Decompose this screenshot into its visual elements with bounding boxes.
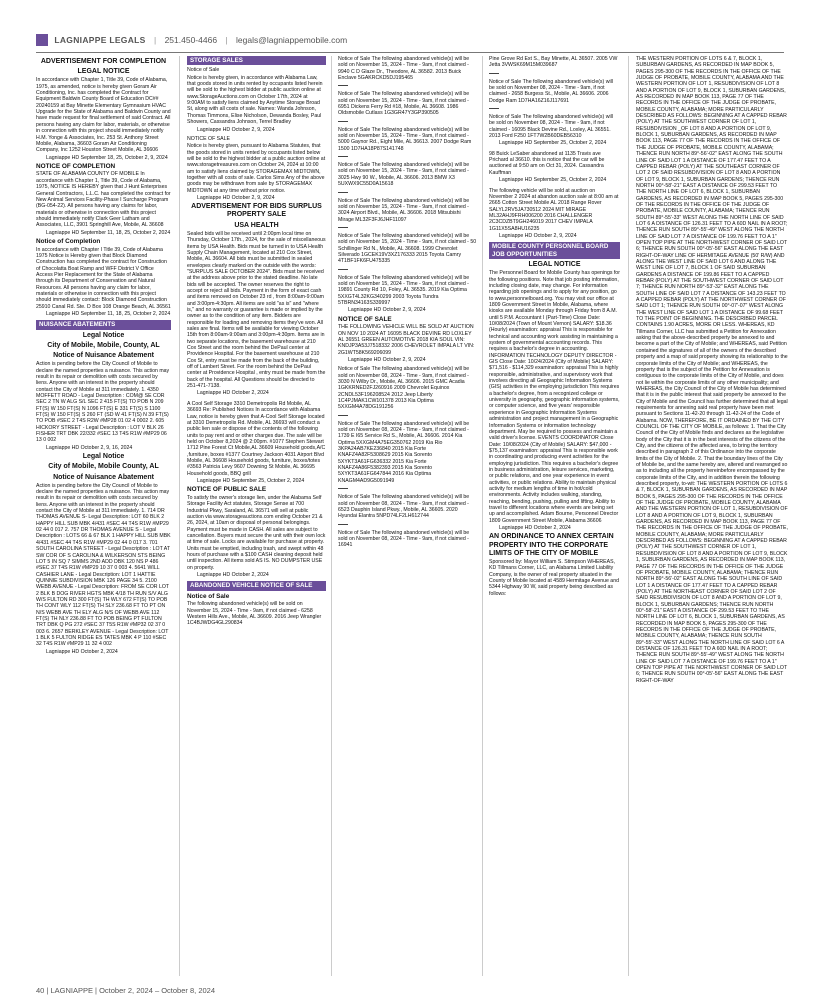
section-bar: STORAGE SALES bbox=[187, 56, 326, 65]
notice-body: Sponsored by: Mayor William S. Stimpson WHEREAS, KD Tillmans Corner, LLC, an Alabama Limited Liability Company, is the owner of real property situated in the County of Mobile located at 4589 Hermitage Avenue and 5344 Highway 90 W, said property being described as follows: bbox=[489, 558, 619, 597]
separator bbox=[338, 85, 348, 86]
notice-body: Notice of Sale The following abandoned vehicle(s) will be sold on November 08, 2024 - Time - 9am, if not claimed - 6523 Dauphin Island Pkwy., Mobile, AL 36605. 2020 Hyundai Elantra 5NPD74LF2LH612744 bbox=[338, 494, 470, 520]
notice-title: NOTICE OF PUBLIC SALE bbox=[187, 486, 267, 494]
header-phone: 251.450-4466 bbox=[164, 35, 218, 45]
notice-heading: NOTICE OF SALE bbox=[187, 135, 230, 142]
notice-title: NOTICE OF SALE bbox=[338, 315, 392, 323]
section-bar: NUISANCE ABATEMENTS bbox=[36, 320, 171, 329]
notice-body: To satisfy the owner's storage lien, under the Alabama Self Storage Facility Act statutes, Storage Sense at 700 Industrial Pkwy, Saraland, AL 36571 will sell at public auction via www.storageauctions.com ending October 21 & 26, 2024, at 10am or disposal of personal belongings. Payment must be made in CASH. All sales are subject to cancellation. Buyers must secure the unit with their own lock at time of sale. Locks are available for purchase at property. Units must be emptied, including trash, and swept within 48 hours of purchase with a $100 CASH cleaning deposit held until inspection. All items sold AS IS. NO DUMPSTER USE on property. bbox=[187, 494, 326, 571]
column-3 bbox=[338, 56, 477, 976]
notice-heading: Notice of Sale bbox=[187, 67, 220, 74]
page-header: LAGNIAPPE LEGALS | 251.450-4466 | legals@lagniappemobile.com bbox=[36, 34, 786, 50]
notice-title: Notice of Completion bbox=[36, 237, 101, 245]
notice-title: ADVERTISEMENT FOR BIDS SURPLUS PROPERTY SALE bbox=[191, 203, 322, 219]
notice-body: The following vehicle will be sold at auction on November 2 2024 at abandon auction sale at 8:00 am at 2665 Cotton Street Mobile AL 2018 Range Rover SALYL2RV5JA730512 2024 MIT MIRAGE ML32AHJ9FRH006200 2016 CHALLENGER 2C3CDZBT9GH246019 2017 CHEV IMPALA 1G11X5SA8HU16235 bbox=[489, 187, 619, 232]
separator bbox=[338, 524, 348, 525]
notice-date: Lagniappe HD October 2, 2024 bbox=[197, 572, 269, 579]
notice-date: Lagniappe HD October 2, 2024 bbox=[197, 390, 269, 397]
notice-body: Notice of Sale The following abandoned vehicle(s) will be sold on November 15, 2024 - Time - 9am, if not claimed - 9940 C D Glaze Dr., Theodore, AL 36582. 2013 Buick Enclave 5GAKRCKD5DJ195465 bbox=[338, 56, 470, 82]
separator bbox=[489, 73, 499, 74]
notice-date: Lagniappe HD September 25, October 2, 2024 bbox=[197, 477, 305, 484]
separator bbox=[338, 415, 348, 416]
page-footer: 40 | LAGNIAPPE | October 2, 2024 – October 8, 2024 bbox=[36, 986, 216, 995]
column-2 bbox=[187, 56, 326, 976]
notice-date: Lagniappe HD October 2, 9, 2024 bbox=[499, 232, 577, 239]
notice-title: ADVERTISEMENT FOR COMPLETION bbox=[40, 58, 167, 65]
column-5 bbox=[636, 56, 788, 976]
notice-body: Notice is hereby given, in accordance with Alabama Law, that goods stored in units rented by occupants listed herein will be sold to the highest bidder at public auction online at www.StorageAuctions.com on October 17th, 2024 at 9:00AM to satisfy liens claimed by Anytime Storage Broad St, along with all costs of sale. Names: Wanda Johnson, Thomas Timmons, Elise Nicholson, Dewanda Bosley, Paul Showers, Cassandra Johnson, Terrel Bradley bbox=[187, 74, 323, 126]
notice-date: Lagniappe HD October 2, 9, 2024 bbox=[348, 307, 426, 314]
separator bbox=[338, 227, 348, 228]
notice-body: Pine Grove Rd Ext S., Bay Minette, AL 36507. 2005 VW Jetta 3VWSK69M15M039687 bbox=[489, 56, 618, 69]
column-divider bbox=[331, 56, 332, 976]
notice-body: 98 Buick LeSaber abandoned at 1135 Travis ave Prichard al 36610. this is notice that the car will be auctioned at 9:50 am on Oct 31, 2024. Cassandra Kauffman bbox=[489, 150, 605, 176]
section-title: LAGNIAPPE LEGALS bbox=[54, 35, 146, 45]
notice-subtitle: City of Mobile, Mobile County, AL bbox=[48, 463, 159, 471]
notice-body: Notice of Sale The following abandoned vehicle(s) will be sold on November 15, 2024 - Time - 9am, if not claimed - 6951 Dickens Ferry Rd #18, Mobile, AL 36608. 1986 Oldsmobile Cutlass 1G3GR47Y3GP390505 bbox=[338, 91, 470, 117]
column-divider bbox=[628, 56, 629, 976]
notice-subtitle: City of Mobile, Mobile, County, AL bbox=[47, 341, 160, 349]
notice-date: Lagniappe HD September 11, 18, 25, October 2, 2024 bbox=[46, 229, 171, 236]
notice-title: NOTICE OF COMPLETION bbox=[36, 162, 116, 170]
notice-body: Notice of Sale The following abandoned vehicle(s) will be sold on November 08, 2024 - Time - 9am, if not claimed - 2658 Burgess St., Mobile, AL 36606. 2006 Dodge Ram 1D7HA16Z16J117691 bbox=[489, 78, 613, 104]
section-bar: MOBILE COUNTY PERSONNEL BOARD JOB OPPORTUNITIES bbox=[489, 242, 620, 259]
notice-subtitle: LEGAL NOTICE bbox=[77, 68, 130, 76]
separator bbox=[338, 269, 348, 270]
separator bbox=[338, 488, 348, 489]
notice-date: Lagniappe HD October 2, 9, 16, 2024 bbox=[46, 444, 133, 451]
notice-date: Lagniappe HD September 11, 18, 25, October 2, 2024 bbox=[46, 310, 171, 317]
notice-body: THE WESTERN PORTION OF LOTS 6 & 7, BLOCK 1, SUBURBAN GARDENS, AS RECORDED IN MAP BOOK 5, PAGES 295-300 OF THE RECORDS IN THE OFFICE OF THE JUDGE OF PROBATE, MOBILE COUNTY, ALABAMA AND THE WESTERN PORTION OF LOT 1, RESUBDIVISION OF LOT 8 AND A PORTION OF LOT 9, BLOCK 1, SUBURBAN GARDENS, AS RECORDED IN MAP BOOK 113, PAGE 77 OF THE RECORDS IN THE OFFICE OF THE JUDGE OF PROBATE, MOBILE COUNTY, ALABAMA; MORE PARTICULARLY DESCRIBED AS FOLLOWS: BEGINNING AT A CAPPED REBAR (POLY) AT THE SOUTHWEST CORNER OF LOT 1, RESUBDIVISION _OF LOT 8 AND A PORTION OF LOT 9, BLOCK 1, SUBURBAN GARDENS, AS RECORDED IN MAP BOOK 113, PAGE 77 OF THE RECORDS IN THE OFFICE OF THE JUDGE OF PROBATE, MOBILE COUNTY, ALABAMA; THENCE RUN NORTH 89°-56'-02" EAST ALONG THE SOUTH LINE OF SAID LOT 1 A DISTANCE OF 177.47 FEET TO A CAPPED REBAR (POLY) AT THE SOUTHEAST CORNER OF LOT 2 OF SAID RESUBDIVISION OF LOT 8 AND A PORTION OF LOT 9, BLOCK 1, SUBURBAN GARDENS; THENCE RUN NORTH 00°-58'-21" EAST A DISTANCE OF 299.53 FEET TO THE NORTH LINE OF LOT 6, BLOCK 1, SUBURBAN GARDENS, AS RECORDED IN MAP BOOK 5, PAGES 295-300 OF THE RECORDS IN THE OFFICE OF THE JUDGE OF PROBATE, MOBILE COUNTY, ALABAMA; THENCE RUN SOUTH 89°-55'-33" WEST ALONG THE NORTH LINE OF SAID LOT 6 A DISTANCE OF 126.31 FEET TO A 60D NAIL IN A ROOT; THENCE RUN SOUTH 89°-55'-49" WEST ALONG THE NORTH LINE OF SAID LOT 7 A DISTANCE OF 199.76 FEET TO A 1" OPEN TOP PIPE AT THE NORTHWEST CORNER OF SAID LOT 6; THENCE RUN SOUTH 00°-05'-56" EAST ALONG THE EAST RIGHT-OF-WAY LINE OF HERMITAGE AVENUE (50' R/W) AND ALONG THE WEST LINE OF SAID LOT 6 AND ALONG THE WEST LINE OF LOT 7, BLOCK 1 OF SAID SUBURBAN GARDENS A DISTANCE OF 199.86 FEET TO A CAPPED REBAR (POLY) AT THE SOUTHWEST CORNER OF SAID LOT 7; THENCE RUN NORTH 89°-53'-32" EAST ALONG THE SOUTH LINE OF SAID LOT 7 A DISTANCE OF 143.23 FEET TO A CAPPED REBAR (POLY) AT THE NORTHWEST CORNER OF SAID LOT 1; THENCE RUN SOUTH 00°-07'-07" WEST ALONG THE WEST LINE OF SAID LOT 1 A DISTANCE OF 99.68 FEET TO THE POINT OF BEGINNING. THE DESCRIBED PARCEL CONTAINS 1.90 ACRES, MORE OR LESS. WHEREAS, KD Tillmans Corner, LLC has submitted a Petition for Annexation asking that the above-described property be annexed to and become a part of the City of Mobile; and WHEREAS, said Petition contained the signatures of all of the owners of the described property and a map of said property showing its relationship to the corporate limits of the City of Mobile; and WHEREAS, the property that is the subject of the Petition for Annexation is contiguous to the corporate limits of the City of Mobile, and does not lie within the corporate limits of any other municipality; and WHEREAS, the City Council of the City of Mobile has determined that it is in the public interest that said property be annexed to the City of Mobile and the Council has further determined that all legal requirements for annexing said real property have been met pursuant to Sections 11-42-20 through 11-42-24 of the Code of Alabama. NOW, THEREFORE, BE IT ORDAINED BY THE CITY COUNCIL OF THE CITY OF MOBILE, as follows: 1. That the City Council of the City of Mobile finds and declares as the legislative body of the City that it is in the best interests of the citizens of the City, and the citizens of the affected area, to bring the territory described in paragraph 2 of this Ordinance into the corporate limits of the City of Mobile. 2. That the boundary lines of the City of Mobile be, and the same hereby are, altered and rearranged so as to including all the property hereinbefore encompassed by the corporate limits of the City, and in addition therein the following described property, to-wit: THE WESTERN PORTION OF LOTS 6 & 7, BLOCK 1, SUBURBAN GARDENS, AS RECORDED IN MAP BOOK 5, PAGES 295-300 OF THE RECORDS IN THE OFFICE OF THE JUDGE OF PROBATE, MOBILE COUNTY, ALABAMA AND THE WESTERN PORTION OF LOT 1, RESUBDIVISION OF LOT 8 AND A PORTION OF LOT 9, BLOCK 1, SUBURBAN GARDENS, AS RECORDED IN MAP BOOK 113, PAGE 77 OF THE RECORDS IN THE OFFICE OF THE JUDGE OF PROBATE, MOBILE COUNTY, ALABAMA; MORE PARTICULARLY DESCRIBED AS FOLLOWS: BEGINNING AT A CAPPED REBAR (POLY) AT THE SOUTHWEST CORNER OF LOT 1, RESUBDIVISION OF LOT 8 AND A PORTION OF LOT 9, BLOCK 1, SUBURBAN GARDENS, AS RECORDED IN MAP BOOK 113, PAGE 77 OF THE RECORDS IN THE OFFICE OF THE JUDGE OF PROBATE, MOBILE COUNTY, ALABAMA; THENCE RUN NORTH 89°-56'-02" EAST ALONG THE SOUTH LINE OF SAID LOT 1 A DISTANCE OF 177.47 FEET TO A CAPPED REBAR (POLY) AT THE NORTHEAST CORNER OF SAID LOT 2 OF SAID RESUBDIVISION OF LOT 8 AND A PORTION OF LOT 9, BLOCK 1, SUBURBAN GARDENS; THENCE RUN NORTH 00°-58'-21" EAST A DISTANCE OF 299.53 FEET TO THE NORTH LINE OF LOT 6, BLOCK 1, SUBURBAN GARDENS, AS RECORDED IN MAP BOOK 5, PAGES 295-300 OF THE RECORDS IN THE OFFICE OF THE JUDGE OF PROBATE, MOBILE COUNTY, ALABAMA; THENCE RUN SOUTH 89°-55'-33" WEST ALONG THE NORTH LINE OF SAID LOT 6 A DISTANCE OF 126.31 FEET TO A 60D NAIL IN A ROOT; THENCE RUN SOUTH 89°-55'-49" WEST ALONG THE NORTH LINE OF SAID LOT 7 A DISTANCE OF 199.76 FEET TO A 1" OPEN TOP PIPE AT THE NORTHWEST CORNER OF SAID LOT 6; THENCE RUN SOUTH 00°-05'-56" EAST ALONG THE EAST RIGHT-OF-WAY bbox=[636, 56, 788, 684]
notice-date: Lagniappe HD October 2, 9, 2024 bbox=[197, 126, 275, 133]
separator bbox=[338, 192, 348, 193]
separator bbox=[338, 156, 348, 157]
notice-body: Notice is hereby given, pursuant to Alabama Statutes, that the goods stored in units rented by occupants listed below will be sold to the highest bidder at a public auction online at www.storagetreasures.com on October 24, 2024 at 10:00 am to satisfy liens claimed by STORAGEMAX MIDTOWN, together with all costs of sale. Carlos Sims Any of the above goods may be withdrawn from sale by STORAGEMAX MIDTOWN at any time without prior notice. bbox=[187, 143, 326, 194]
header-rule bbox=[36, 52, 784, 53]
notice-body: Action is pending before the City Council of Mobile to declare the named properties a nuisance. This action may result in its repair or demolition with costs secured by liens. Anyone with an interest in the property should contact the City of Mobile at 311 immediately. 1. 4350 MOFFETT ROAD - Legal Description : COM@ SE COR SEC 2 TN W ALG S/L SEC 2 415 FT(S) TO POB N 209 FT(S) W 150 FT(S) N 1096 FT(S) E 331 FT(S) S 1100 FT(S) W 150 FT(S) S 260 FT (SD W 41 FT(S) N 39 FT(S) TO POB #SEC 2 T4S R2W #MP28 01 02 4 0002 2. 605 HICKORY STREET - Legal Description : LOT V BLK 26 FISHER TRT DBK 22/332 #SEC 13 T4S R1W #MP29 06 13 0 002 bbox=[36, 361, 170, 444]
notice-body: Notice of Sale The following abandoned vehicle(s) will be sold on November 08, 2024 - Time - 9am, if not claimed - 16095 Black Devine Rd., Loxley, AL 36551. 2013 Ford F250 1FT7W2B60DEB56310 bbox=[489, 114, 613, 140]
notice-title: AN ORDINANCE TO ANNEX CERTAIN PROPERTY INTO THE CORPORATE LIMITS OF THE CITY OF MOBILE bbox=[489, 533, 614, 557]
notice-body: Notice of Sale The following abandoned vehicle(s) will be sold on November 15, 2024 - Time - 9am, if not claimed - 19891 County Rd 10, Foley, AL 36535. 2019 Kia Optima 5XXGT4L32KG340299 2003 Toyota Tundra 5TBRN34163S339997 bbox=[338, 274, 470, 306]
separator bbox=[489, 108, 499, 109]
column-4 bbox=[489, 56, 620, 976]
notice-body: Notice of Sale The following abandoned vehicle(s) will be sold on November 15, 2024 - Time - 9am, if not claimed - 3024 Airport Blvd., Mobile, AL 36606. 2018 Mitsubishi Mirage ML32F3FJ6JHF11097 bbox=[338, 197, 470, 223]
notice-body: STATE OF ALABAMA COUNTY OF MOBILE In accordance with Chapter 1, Title 39, Code of Alabama, 1975, NOTICE IS HEREBY given that J Hunt Enterprises General Contractors, L.L.C. has completed the contract for New Animal Services Facility-Phase I Surcharge Program (BG-054-22). All persons having any claims for labor, materials or otherwise in connection with this project should immediately notify Clark Geer Latham and Associates, LLC, 3901 Springhill Ave, Mobile, AL 36608 bbox=[36, 171, 171, 229]
notice-subtitle: USA HEALTH bbox=[234, 221, 279, 229]
notice-body: The following abandoned vehicle(s) will be sold on November 15, 2024 - Time - 9am, if not claimed - 6258 Western Hills Ave., Mobile, AL 36609. 2016 Jeep Wrangler 1C4BJWDG4GL290834 bbox=[187, 601, 322, 627]
notice-date: Lagniappe HD October 2, 2024 bbox=[46, 648, 118, 655]
column-divider bbox=[179, 56, 180, 976]
notice-body: Action is pending before the City Council of Mobile to declare the named properties a nuisance. This action may result in its repair or demolition with costs secured by liens. Anyone with an interest in the property should contact the City of Mobile at 311 immediately. 1. 714 DR THOMAS AVENUE S- Legal Description: LOT 60 BLK 2 HAPPY HILL SUB MBK 4/431 #SEC 44 T4S R1W #MP29 02 44 0 017 2. 757 DR THOMAS AVENUE S - Legal Description : LOTS 66 & 67 BLK 1 HAPPY HILL SUB MBK 4/431 #SEC 44 T4S R1W #MP29 02 44 0 017 3. 701 SOUTH CAROLINA STREET - Legal Description : LOT AT SW COR OF S CAROLINA & WILKERSON STS BEING LOT 5 IN SQ 7 SIMMS 2ND ADD DBK 120 NS P 486 #SEC 37 T4S R1W #MP29 10 37 0 003 4. 5641 WILL CASHIER LANE - Legal Description: LOT 1 HATTIE QUINNIE SUBDIVISION MBK 126 PAGE 34 5. 2100 WEBB AVENUE - Legal Description: FROM SE COR LOT 2 BLK B DOG RIVER HGTS MBK 4/18 TH RUN S/V ALG W/S FULTON RD 300 FT(S) TH WLY 672 FT(S) TO POB TH CONT WLY 112 FT(S) TH SLY 236.68 FT TO PT ON N/S WEBB AVE TH ELY ALG N/S OF WEBB AVE 112 FT(S) TH NLY 236.88 FT TO POB BEING PT FULTON TRT DBK Q PG 272 #SEC 37 T5S R1W #MP32 02 37 0 003 6. 2657 BERKLEY AVENUE - Legal Description: LOT 1 BLK 5 FULTON RIDGE ES TATES MBK 4 P 110 #SEC 32 T4S R1W #MP29 11 32 4 002 bbox=[36, 482, 171, 648]
notice-body: THE FOLLOWING VEHICLE WILL BE SOLD AT AUCTION ON NOV 10 2024 AT 16095 BLACK DEVINE RD LOXLEY AL 36551 GREEN AUTOMOTIVE 2018 KIA SOUL VIN: KNDJP3A53J7518332 2006 CHEVROLET IMPALA LT VIN: 2G1WT58K569206099 bbox=[338, 324, 475, 356]
separator bbox=[338, 121, 348, 122]
notice-title: Legal Notice bbox=[82, 331, 125, 339]
notice-subtitle: Notice of Nuisance Abatement bbox=[53, 473, 154, 481]
notice-body: Notice of Sale The following abandoned vehicle(s) will be sold on November 08, 2024 - Time - 9am, if not claimed - 16941 bbox=[338, 529, 470, 549]
notice-body: Notice of Sale The following abandoned vehicle(s) will be sold on November 08, 2024 - Time - 9am, if not claimed - 3030 N Wilby Dr., Mobile, AL 36606. 2015 GMC Acadia 1GKKRNED2FJ260916 2009 Chevrolet Equinox 2CNDL53F196208524 2012 Jeep Liberty 1C4PJMAK1CW101378 2013 Kia Optima 5XXGM4A78DG191256 bbox=[338, 366, 470, 411]
section-bar: ABANDONED VEHICLE NOTICE OF SALE bbox=[187, 581, 326, 590]
notice-body: The Personnel Board for Mobile County has openings for the following positions. Note that job posting information, including closing date, may change. For information regarding job openings and to apply for any position, go to www.personnelboard.org. You may visit our office at 1809 Government Street in Mobile, Alabama, where kiosks are available Monday through Friday from 8 A.M. until 5 P.M. Accountant I (Part-Time) Close Date: 10/08/2024 (Town of Mount Vernon) SALARY: $18.36 (Hourly) examination: appraisal This is responsible for technical and accounting work assisting in maintaining a system of governmental accounting records. This requires a bachelor's degree in accounting. INFORMATION TECHNOLOGY DEPUTY DIRECTOR - GIS Close Date: 10/24/2024 (City of Mobile) SALARY: $71,516 - $114,329 examination: appraisal This is highly responsible, administrative, and supervisory work that involves directing all Geographic Information Systems (GIS) activities in the employing jurisdiction This requires a bachelor's degree, from a recognized college or university in geography, geographic information systems, or computer science, and five years' responsible experience in Geographic Information Systems administration and project management in a Geographic Information Systems or information technology department. May be required to possess and maintain a valid driver's license. EVENTS COORDINATOR Close Date: 10/08/2024 (City of Mobile) SALARY: $47,000 - $75,137 examination: appraisal This is responsible work in coordinating and producing event activities for the employing jurisdiction. This requires a bachelor's degree in business administration, leisure services, marketing, or public relations, and one year experience in event activities, or public relations. Ability to maintain physical activity for medium lengths of time in hot/cold environments. Activity includes walking, standing, reaching, bending, pushing, pulling and lifting. Ability to travel to different locations where events are being set up and accomplished. Adam Bourne, Personnel Director 1809 Government Street Mobile, Alabama 36606 bbox=[489, 270, 620, 524]
notice-body: Notice of Sale The following abandoned vehicle(s) will be sold on November 15, 2024 - Time - 9am, if not claimed - 3025 Hwy 90 W., Mobile, AL 36606. 2013 BMW X3 5UXWX9C55D0A15618 bbox=[338, 162, 470, 188]
notice-body: Notice of Sale The following abandoned vehicle(s) will be sold on November 15, 2024 - Time - 9am, if not claimed - 50 Schillinger Rd N., Mobile, AL 36608. 1999 Chevrolet Silverado 1GCEK19V3XZ176333 2015 Toyota Camry 4T1BF1FK6FU475335 bbox=[338, 232, 477, 265]
section-marker-icon bbox=[36, 34, 48, 46]
notice-title: Legal Notice bbox=[82, 453, 125, 461]
notice-title: LEGAL NOTICE bbox=[528, 261, 581, 269]
notice-date: Lagniappe HD September 18, 25, October 2, 9, 2024 bbox=[46, 154, 168, 161]
notice-body: In accordance with Chapter I Title 39, Code of Alabama 1975 Notice is Hereby given that Block Diamond Construction has completed the contract for Construction of Chocolatta Boat Ramp and WFF District V Office Access Pier Replacement for the State of Alabama through its Department of Conservation and Natural Resources. All persons having any claim for labor, materials or otherwise in connection with this project should immediately contact: Block Diamond Construction 25910 Canal Rd. Ste. D Box 108 Orange Beach, AL 36561 bbox=[36, 246, 171, 310]
notice-date: Lagniappe HD October 2, 9, 2024 bbox=[348, 356, 426, 363]
notice-heading: Notice of Sale bbox=[187, 592, 230, 600]
notice-subtitle: Notice of Nuisance Abatement bbox=[53, 352, 154, 360]
column-1 bbox=[36, 56, 171, 976]
notice-date: Lagniappe HD September 25, October 2, 2024 bbox=[499, 140, 607, 147]
header-email[interactable]: legals@lagniappemobile.com bbox=[236, 35, 348, 45]
notice-date: Lagniappe HD October 2, 9, 2024 bbox=[197, 194, 275, 201]
column-divider bbox=[482, 56, 483, 976]
notice-body: Sealed bids will be received until 2:00pm local time on Thursday, October 17th., 2024, for the sale of miscellaneous items by USA Health. Bids must be turned in to USA Health Supply Chain Management, located at 210 Cox Street, Mobile, AL 36604. All bids must be submitted in sealed envelopes clearly marked on the outside with the words: "SURPLUS SALE OCTOBER 2024". Bids must be received at the address above prior to the stated deadline. No late bids will be accepted. The owner reserves the right to accept or reject all bids. Payment in the form of exact cash and items removed on October 23 rd , from 8:00am-9:00am and 3:00pm-4:30pm. All items are sold "as is" and "where is," and no warranty or guarantee is made or implied by the owner as to the condition of any item. Bidders are responsible for loading and removing items they've won. All sales are final. Items will be available for viewing October 15th from 8:00am-9:00am and 3:00pm-4:30pm. Items are in two separate locations, the basement warehouse at 210 Cox Street and the room behind the DePaul center at Providence Hospital. For the basement warehouse at 210 Cox St, entry must be made from the back of the building, off of Lambert Street. For the room behind the DePaul center at Providence Hospital , entry must be made from the back of the hospital. All Questions should be directed to 251-471-7138. bbox=[187, 230, 326, 390]
notice-body: In accordance with Chapter 1, Title 39, Code of Alabama, 1975, as amended, notice is hereby given Goram Air Conditioning, Inc. has completed the Contract for Equipment Baldwin County Board of Education DC## 20240159 at Bay Minette Elementary Gymnasium HVAC Upgrade for the State of Alabama and Baldwin County and have made request for final settlement of said Contract. All persons having any claim for labor, materials, or otherwise in connection with this project should immediately notify H.M. Yonge & Associates, Inc. 253 St. Anthony Street Mobile, Alabama, 36603 Goram Air Conditioning Company, Inc 1252 Houston Street Mobile, AL 36606 bbox=[36, 77, 171, 154]
notice-date: Lagniappe HD September 25, October 2, 2024 bbox=[499, 177, 607, 184]
notice-body: Notice of Sale The following abandoned vehicle(s) will be sold on November 08, 2024 - Time - 9am, if not claimed - 1739 E I65 Service Rd S., Mobile, AL 36606. 2014 Kia Optima 5XXGM4A75EG350762 2019 Kia Rio 3KPA24AB7KE236840 2015 Kia Forte KNAFZ4A82F5308629 2015 Kia Sorento 5XYKT3A61FG636332 2015 Kia Forte KNAFZ4A86F5382393 2015 Kia Sorento 5XYKT3A61FG647844 2016 Kia Optima KNAGM4AD9G5091949 bbox=[338, 420, 470, 484]
notice-date: Lagniappe HD October 2, 2024 bbox=[499, 525, 571, 532]
notice-body: A Cool Self Storage 3310 Demetropolis Rd Mobile, AL 36693 Re: Published Notices In accordance with Alabama Law, notice is hereby given that A-Cool Self Storage located at 3310 Demetropolis Rd. Mobile, AL 36693 will conduct a public lien sale or dispose of the contents of the following units to pay rent and or other charges due. The sale will be held on October 8,2024 @ 2:00pm. #1077 Stephen Stewart 1712 Pine Forest Ct Mobile,AL 36609 Household goods,A/C ,furniture, boxes #1377 Courtney Jackson 4031 Airport Blvd Mobile, AL 36608 Household goods, furniture, boxes/totes #3563 Patricia Levy 9607 Downing St Mobile, AL 36695 Household goods, BBQ grill bbox=[187, 400, 326, 477]
notice-body: Notice of Sale The following abandoned vehicle(s) will be sold on November 15, 2024 - Time - 9am, if not claimed - 5000 Gaynor Rd., Eight Mile, AL 36613. 2007 Dodge Ram 1500 1D7HA18P87S141748 bbox=[338, 126, 472, 152]
